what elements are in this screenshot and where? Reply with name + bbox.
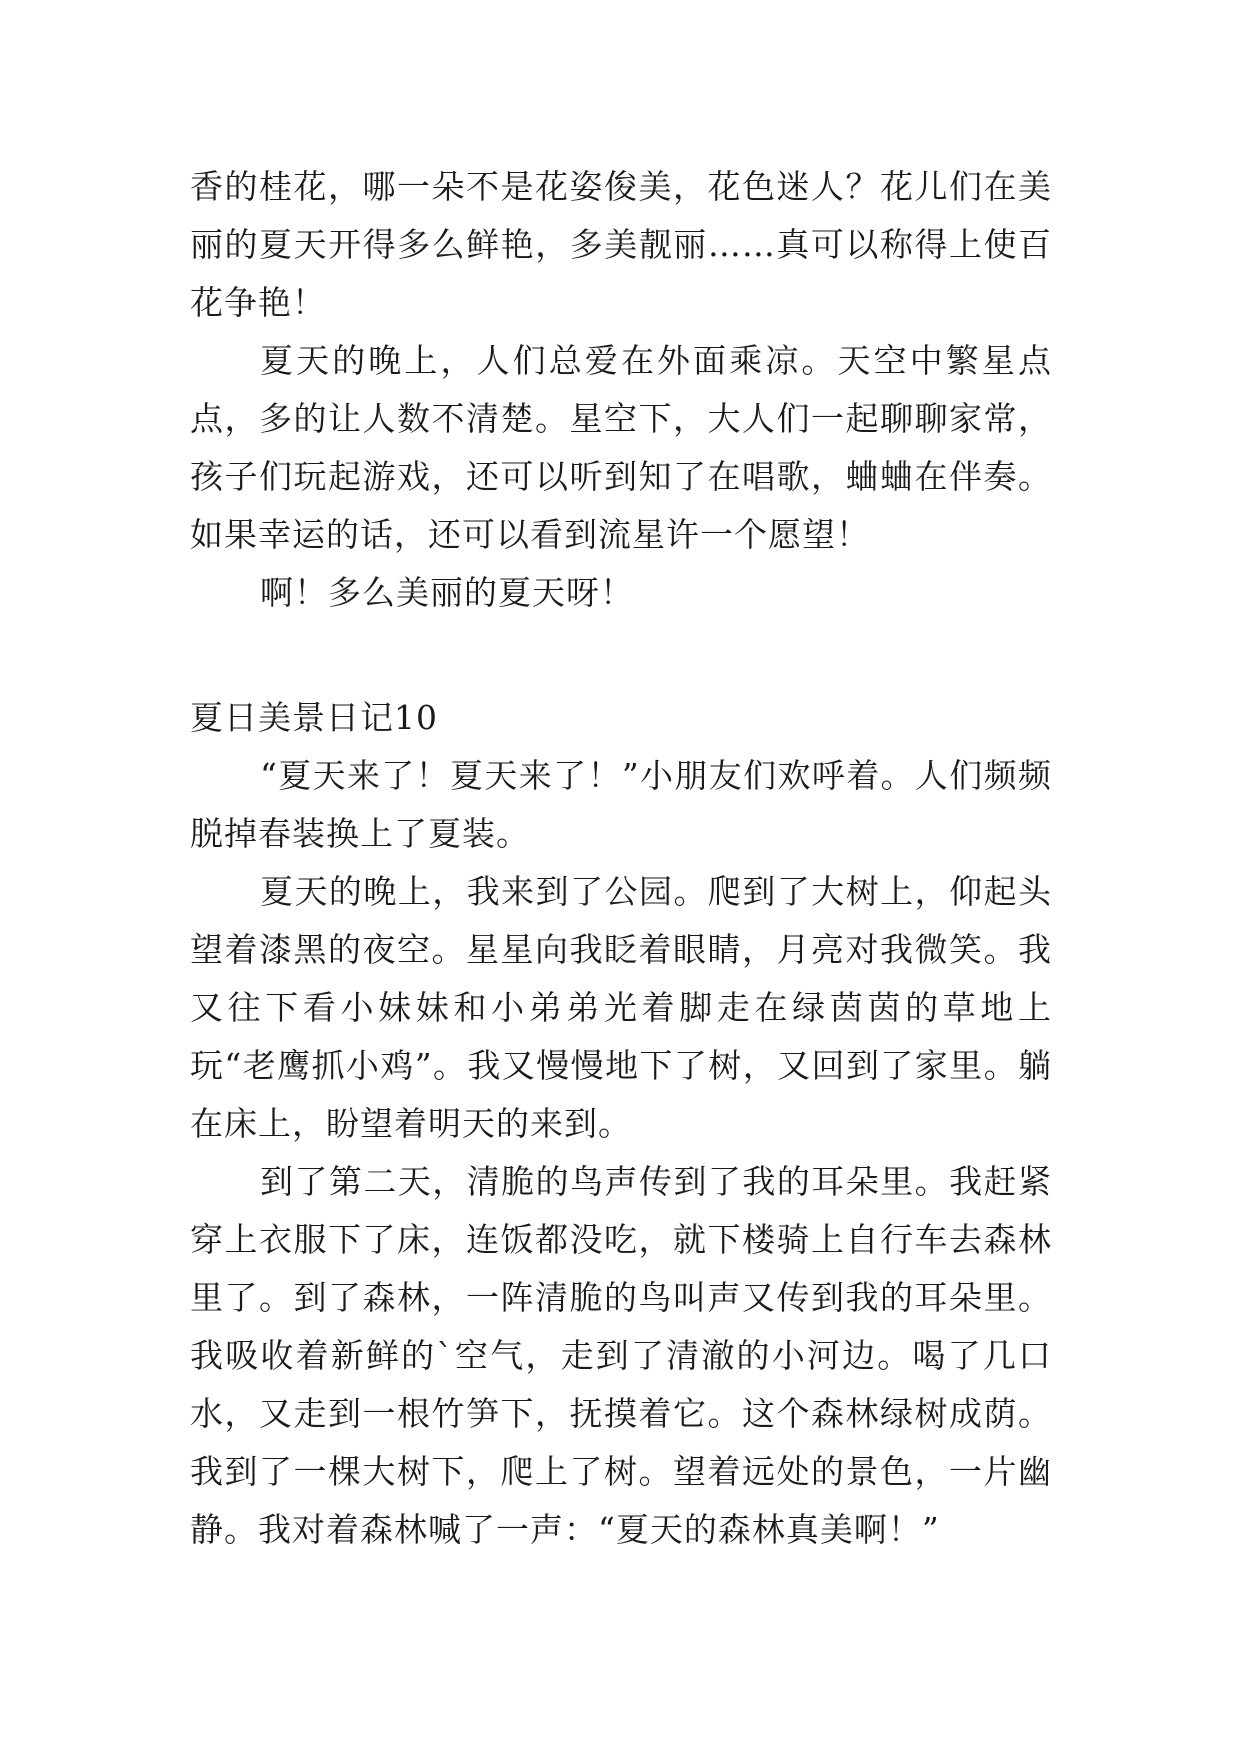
paragraph-forest-day: 到了第二天，清脆的鸟声传到了我的耳朵里。我赶紧穿上衣服下了床，连饭都没吃，就下楼骑上自行车去森林里了。到了森林，一阵清脆的鸟叫声又传到我的耳朵里。我吸收着新鲜的`空气，走到了清澈的小河边。喝了几口水，又走到一根竹笋下，抚摸着它。这个森林绿树成荫。我到了一棵大树下，爬上了树。望着远处的景色，一片幽静。我对着森林喊了一声：“夏天的森林真美啊！” bbox=[190, 1162, 1052, 1549]
previous-entry-continuation bbox=[190, 158, 1052, 622]
entry-title: 夏日美景日记10 bbox=[190, 698, 438, 737]
paragraph-summer-arrives: “夏天来了！夏天来了！”小朋友们欢呼着。人们频频脱掉春装换上了夏装。 bbox=[190, 756, 1052, 853]
diary-entry-10 bbox=[190, 689, 1052, 1559]
paragraph-flowers: 香的桂花，哪一朵不是花姿俊美，花色迷人？花儿们在美丽的夏天开得多么鲜艳，多美靓丽……真可以称得上使百花争艳！ bbox=[190, 167, 1052, 322]
paragraph-summer-night: 夏天的晚上，人们总爱在外面乘凉。天空中繁星点点，多的让人数不清楚。星空下，大人们一起聊聊家常，孩子们玩起游戏，还可以听到知了在唱歌，蛐蛐在伴奏。如果幸运的话，还可以看到流星许一个愿望！ bbox=[190, 341, 1052, 554]
paragraph-park-night: 夏天的晚上，我来到了公园。爬到了大树上，仰起头望着漆黑的夜空。星星向我眨着眼睛，月亮对我微笑。我又往下看小妹妹和小弟弟光着脚走在绿茵茵的草地上玩“老鹰抓小鸡”。我又慢慢地下了树，又回到了家里。躺在床上，盼望着明天的来到。 bbox=[190, 872, 1052, 1143]
paragraph-closing-exclamation: 啊！多么美丽的夏天呀！ bbox=[260, 573, 634, 612]
